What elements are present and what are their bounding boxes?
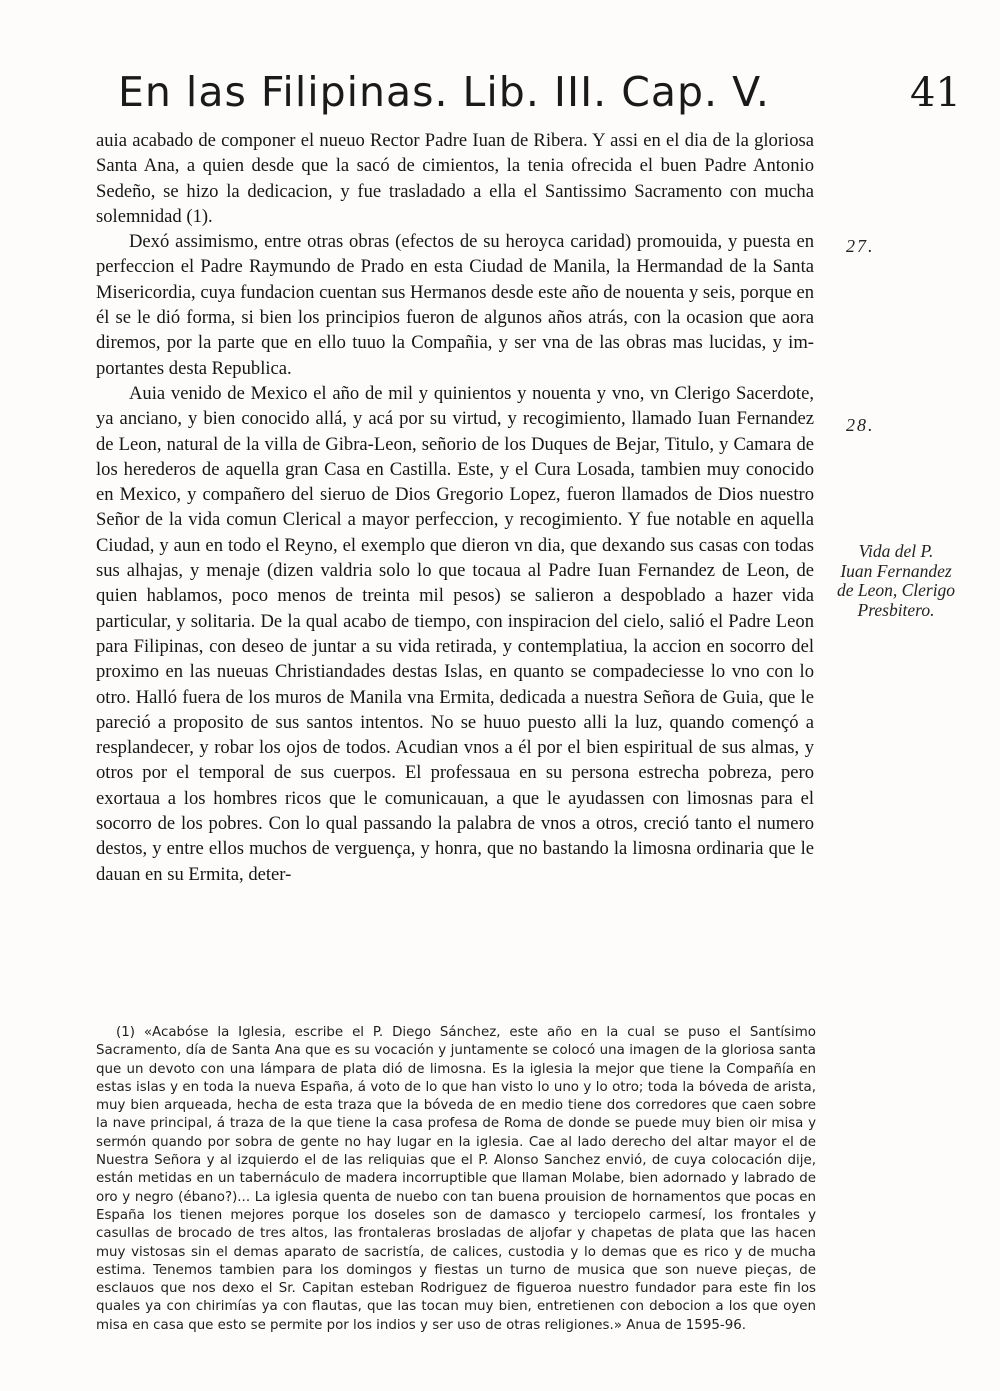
- marginal-note-line: de Leon, Clerigo: [836, 580, 956, 600]
- marginal-note-line: Vida del P.: [858, 541, 934, 561]
- main-text-block: [96, 128, 814, 887]
- marginal-number-28: 28.: [846, 415, 875, 435]
- footnote: [96, 1024, 816, 1335]
- paragraph-continuation: auia acabado de componer el nueuo Rector Padre Iuan de Ribera. Y assi en el dia de la gloriosa Santa Ana, a quien desde que la sacó de cimientos, la tenia ofrecida el buen Padre Antonio Sedeño, se hizo la dedicacion, y fue trasladado a ella el Santissimo Sacramento con mucha solemnidad (1).: [96, 130, 814, 227]
- marginal-note-line: Iuan Fernandez: [840, 560, 952, 581]
- marginal-number-27: 27.: [846, 236, 875, 256]
- marginal-note: [826, 542, 966, 620]
- paragraph-28: Auia venido de Mexico el año de mil y quinientos y nouenta y vno, vn Clerigo Sacerdote, ya anciano, y bien conocido allá, y acá por su virtud, y recogimiento, llamado Iuan Fernandez de Leon, natural de la villa de Gibra-Leon, señorio de los Duques de Bejar, Titulo, y Camara de los herederos de aquella gran Casa en Castilla. Este, y el Cura Losada, tambien muy conocido en Mexico, y compañero del sieruo de Dios Gregorio Lopez, fueron llamados de Dios nuestro Señor de la vida comun Clerical a mayor perfeccion, y recogimiento. Y fue notable en aquella Ciudad, y aun en todo el Reyno, el exemplo que dieron vn dia, que dexando sus casas con todas sus alhajas, y menaje (dizen valdria solo lo que tocaua al Padre Iuan Fernandez de Leon, de quien hablamos, poco menos de treinta mil pesos) se salieron a despoblado a hazer vida particular, y solitaria. De la qual acabo de tiempo, con inspiracion del cielo, salió el Padre Leon para Filipinas, con deseo de juntar a su vida retirada, y contemplatiua, la accion en socorro del proximo en las nueuas Christiandades destas Islas, en quanto se compadeciesse lo vno con lo otro. Halló fuera de los muros de Manila vna Ermita, dedicada a nuestra Señora de Guia, que le pareció a proposito de sus santos intentos. No se huuo puesto alli la luz, quando començó a resplandecer, y robar los ojos de todos. Acudian vnos a él por el bien espiritual de sus almas, y otros por el temporal de sus cuerpos. El professaua en su persona estrecha pobreza, pero exortaua a los hombres ricos que le comunicauan, a que le ayudassen con limosnas para el socorro de los pobres. Con lo qual passando la palabra de vnos a otros, creció tanto el numero destos, y entre ellos muchos de verguença, y honra, que no bastando la limosna ordinaria que le dauan en su Ermita, deter-: [96, 382, 814, 885]
- page-number: 41: [910, 70, 961, 116]
- marginal-note-line: Presbitero.: [857, 599, 935, 620]
- paragraph-27: Dexó assimismo, entre otras obras (efectos de su heroyca caridad) promouida, y puesta en perfeccion el Padre Raymundo de Prado en esta Ciudad de Manila, la Hermandad de la Santa Misericordia, cuya fundacion cuentan sus Hermanos desde este año de nouenta y seis, porque en él se le dió forma, si bien los principios fueron de algunos años atrás, con la ocasion que aora diremos, por la parte que en ello tuuo la Compañia, y ser vna de las obras mas lucidas, y importantes desta Republica.: [96, 231, 814, 379]
- footnote-text: (1) «Acabóse la Iglesia, escribe el P. Diego Sánchez, este año en la cual se puso el Santísimo Sacramento, día de Santa Ana que es su vocación y juntamente se colocó una imagen de la gloriosa santa que un devoto con una lámpara de plata dió de limosna. Es la iglesia la mejor que tiene la Compañía en estas islas y en toda la nueva España, á voto de lo que han visto lo uno y lo otro; toda la bóveda de arista, muy bien arqueada, hecha de esta traza que la bóveda de en medio tiene dos corredores que caen sobre la nave principal, á traza de la que tiene la casa profesa de Roma de donde se puede muy bien oir misa y sermón quando por sobra de gente no hay lugar en la iglesia. Cae al lado derecho del altar mayor el de Nuestra Señora y al izquierdo el de las reliquias que el P. Alonso Sanchez envió, de cuya colocación dije, están metidas en un tabernáculo de madera incorruptible que llaman Molabe, bien adornado y labrado de oro y negro (ébano?)... La iglesia quenta de nuebo con tan buena prouision de hornamentos que pocas en España los tienen mejores porque los doseles son de damasco y terciopelo carmesí, los frontales y casullas de brocado de tres altos, las frontaleras brosladas de aljofar y chapetas de plata que las hacen muy vistosas sin el demas aparato de sacristía, de calices, custodia y lo demas que es rico y de mucha estima. Tenemos tambien para los domingos y fiestas un turno de musica que son nueve pieças, de esclauos que nos dexo el Sr. Capitan esteban Rodriguez de figueroa nuestro fundador para este fin los quales ya con chirimías ya con flautas, que las tocan muy bien, entretienen con debocion a los que oyen misa en casa que esto se permite por los indios y ser uso de otras religiones.» Anua de 1595-96.: [96, 1025, 816, 1333]
- running-head: En las Filipinas. Lib. III. Cap. V.: [118, 68, 770, 116]
